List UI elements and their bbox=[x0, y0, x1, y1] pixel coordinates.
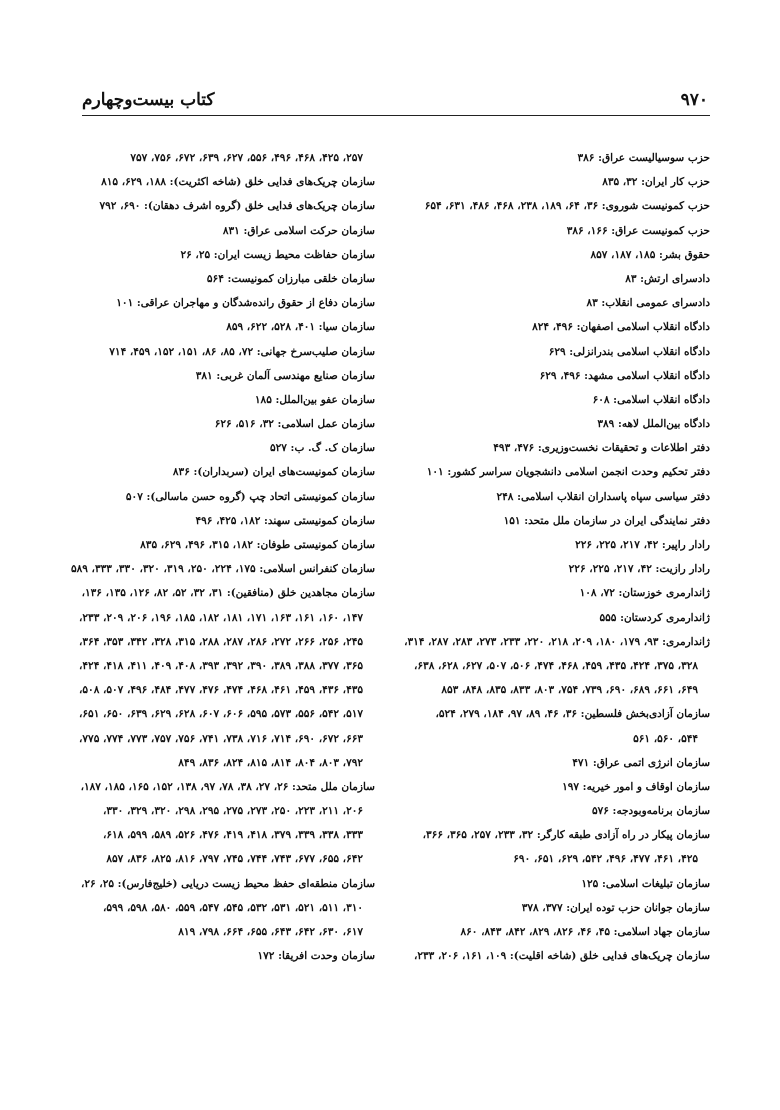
index-entry: سازمان عفو بین‌الملل: ۱۸۵ bbox=[254, 393, 375, 406]
index-entry-continuation: ۴۲۵، ۴۶۱، ۴۷۷، ۴۹۶، ۵۴۲، ۶۲۹، ۶۵۱، ۶۹۰ bbox=[513, 853, 698, 866]
index-entry: سازمان حرکت اسلامی عراق: ۸۳۱ bbox=[222, 224, 375, 237]
index-entry: سازمان تبلیغات اسلامی: ۱۲۵ bbox=[581, 877, 710, 890]
index-entry: سازمان کمونیستی سهند: ۱۸۲، ۴۲۵، ۴۹۶ bbox=[195, 514, 375, 527]
index-entry: سازمان اوقاف و امور خیریه: ۱۹۷ bbox=[562, 780, 710, 793]
index-entry: سازمان خلقی مبارزان کمونیست: ۵۶۴ bbox=[206, 272, 375, 285]
index-entry: دادگاه انقلاب اسلامی اصفهان: ۴۹۶، ۸۲۴ bbox=[532, 321, 710, 334]
index-entry: رادار رازیت: ۴۲، ۲۱۷، ۲۲۵، ۲۲۶ bbox=[568, 563, 710, 576]
index-entry-continuation: ۷۹۲، ۸۰۳، ۸۰۴، ۸۱۴، ۸۱۵، ۸۲۴، ۸۳۶، ۸۴۹ bbox=[178, 756, 363, 769]
index-entry: دادگاه بین‌الملل لاهه: ۳۸۹ bbox=[597, 418, 710, 431]
index-column-left bbox=[69, 146, 375, 968]
index-entry: سازمان منطقه‌ای حفظ محیط زیست دریایی (خلیج‌فارس): ۲۵، ۲۶، bbox=[80, 877, 375, 890]
index-entry: سازمان مجاهدین خلق (منافقین): ۳۱، ۳۲، ۵۲، ۸۲، ۱۲۶، ۱۳۵، ۱۳۶، bbox=[81, 587, 375, 600]
index-entry-continuation: ۵۱۷، ۵۴۲، ۵۵۶، ۵۷۳، ۵۹۵، ۶۰۶، ۶۰۷، ۶۲۸، ۶۲۹، ۶۳۹، ۶۵۰، ۶۵۱، bbox=[79, 708, 363, 721]
index-entry: ژاندارمری خوزستان: ۷۲، ۱۰۸ bbox=[579, 587, 710, 600]
index-entry: سازمان پیکار در راه آزادی طبقه کارگر: ۳۲، ۲۳۳، ۲۵۷، ۳۶۵، ۳۶۶، bbox=[422, 829, 710, 842]
index-entry: دفتر سیاسی سپاه پاسداران انقلاب اسلامی: ۲۴۸ bbox=[496, 490, 710, 503]
index-entry: سازمان آزادی‌بخش فلسطین: ۳۶، ۴۶، ۸۹، ۹۷، ۱۸۴، ۲۷۹، ۵۲۴، bbox=[435, 708, 710, 721]
index-entry: دادگاه انقلاب اسلامی: ۶۰۸ bbox=[592, 393, 710, 406]
index-entry: سازمان کنفرانس اسلامی: ۱۷۵، ۲۲۴، ۲۵۰، ۳۱۹، ۳۲۰، ۳۳۰، ۳۳۳، ۵۸۹ bbox=[70, 563, 375, 576]
index-entry: ژاندارمری کردستان: ۵۵۵ bbox=[599, 611, 710, 624]
index-entry-continuation: ۵۴۴، ۵۶۰، ۵۶۱ bbox=[633, 732, 698, 745]
index-entry: حزب کمونیست عراق: ۱۶۶، ۳۸۶ bbox=[566, 224, 710, 237]
index-entry: سازمان کمونیستی طوفان: ۱۸۲، ۳۱۵، ۴۹۶، ۶۲۹، ۸۳۵ bbox=[140, 539, 375, 551]
index-entry: سازمان ک. گ. ب: ۵۲۷ bbox=[269, 442, 375, 455]
index-entry: حزب سوسیالیست عراق: ۳۸۶ bbox=[577, 152, 710, 164]
index-entry: سازمان وحدت افریقا: ۱۷۲ bbox=[257, 950, 375, 963]
index-entry-continuation: ۴۳۵، ۴۳۶، ۴۵۹، ۴۶۱، ۴۶۸، ۴۷۴، ۴۷۶، ۴۷۷، ۴۸۴، ۴۹۶، ۵۰۷، ۵۰۸، bbox=[79, 684, 363, 697]
index-entry: سازمان کمونیستی اتحاد چپ (گروه حسن ماسالی): ۵۰۷ bbox=[125, 490, 375, 503]
index-entry: سازمان حفاظت محیط زیست ایران: ۲۵، ۲۶ bbox=[180, 248, 375, 261]
index-entry-continuation: ۲۴۵، ۲۵۶، ۲۶۶، ۲۷۲، ۲۸۶، ۲۸۷، ۲۸۸، ۳۱۵، ۳۲۸، ۳۴۲، ۳۵۳، ۳۶۴، bbox=[79, 635, 363, 648]
index-entry: دادگاه انقلاب اسلامی بندرانزلی: ۶۲۹ bbox=[548, 345, 710, 358]
index-entry: دادسرای عمومی انقلاب: ۸۳ bbox=[586, 297, 710, 310]
index-entry: حزب کار ایران: ۳۲، ۸۳۵ bbox=[602, 176, 710, 189]
index-entry: دادسرای ارتش: ۸۳ bbox=[625, 272, 710, 285]
index-entry: سازمان چریک‌های فدایی خلق (شاخه اقلیت): ۱۰۹، ۱۶۱، ۲۰۶، ۲۳۳، bbox=[414, 950, 710, 963]
index-entry-continuation: ۶۱۷، ۶۳۰، ۶۴۲، ۶۴۳، ۶۵۵، ۶۶۴، ۷۹۸، ۸۱۹ bbox=[178, 926, 363, 938]
index-entry-continuation: ۳۱۰، ۵۱۱، ۵۲۱، ۵۳۱، ۵۳۲، ۵۴۵، ۵۴۷، ۵۵۹، ۵۸۰، ۵۹۸، ۵۹۹، bbox=[103, 901, 363, 914]
header-rule bbox=[82, 115, 710, 116]
index-entry: سازمان صلیب‌سرخ جهانی: ۷۲، ۸۵، ۸۶، ۱۵۱، ۱۵۲، ۴۵۹، ۷۱۴ bbox=[109, 345, 375, 358]
page-number: ۹۷۰ bbox=[680, 90, 708, 110]
book-title: کتاب بیست‌وچهارم bbox=[82, 90, 215, 110]
index-entry: سازمان ملل متحد: ۲۶، ۲۷، ۳۸، ۷۸، ۹۷، ۱۳۸، ۱۵۲، ۱۶۵، ۱۸۵، ۱۸۷، bbox=[80, 780, 375, 793]
index-entry: حزب کمونیست شوروی: ۳۶، ۶۴، ۱۸۹، ۲۳۸، ۴۶۸، ۴۸۶، ۶۳۱، ۶۵۴ bbox=[424, 200, 710, 213]
index-entry: حقوق بشر: ۱۸۵، ۱۸۷، ۸۵۷ bbox=[590, 248, 710, 261]
index-column-right bbox=[404, 146, 710, 968]
index-entry-continuation: ۶۴۲، ۶۵۵، ۶۷۷، ۷۴۳، ۷۴۴، ۷۴۵، ۷۹۷، ۸۱۶، ۸۲۵، ۸۳۶، ۸۵۷ bbox=[106, 853, 363, 866]
index-entry-continuation: ۱۴۷، ۱۶۰، ۱۶۱، ۱۶۳، ۱۷۱، ۱۸۱، ۱۸۲، ۱۸۵، ۱۹۶، ۲۰۶، ۲۰۹، ۲۳۳، bbox=[79, 611, 363, 624]
index-entry-continuation: ۲۵۷، ۴۲۵، ۴۶۸، ۴۹۶، ۵۵۶، ۶۲۷، ۶۳۹، ۶۷۲، ۷۵۶، ۷۵۷ bbox=[130, 152, 363, 164]
index-entry: سازمان کمونیست‌های ایران (سربداران): ۸۳۶ bbox=[172, 466, 375, 479]
index-entry: ژاندارمری: ۹۳، ۱۷۹، ۱۸۰، ۲۰۹، ۲۱۸، ۲۲۰، ۲۳۳، ۲۷۳، ۲۸۳، ۲۸۷، ۳۱۴، bbox=[404, 635, 710, 648]
index-entry: سازمان جهاد اسلامی: ۴۵، ۴۶، ۸۲۶، ۸۲۹، ۸۴۲، ۸۴۳، ۸۶۰ bbox=[460, 926, 710, 938]
index-entry-continuation: ۲۰۶، ۲۱۱، ۲۲۳، ۲۵۰، ۲۷۳، ۲۷۵، ۲۹۵، ۲۹۸، ۳۲۰، ۳۲۹، ۳۳۰، bbox=[103, 805, 363, 818]
index-entry: دادگاه انقلاب اسلامی مشهد: ۴۹۶، ۶۲۹ bbox=[539, 369, 710, 382]
index-entry: دفتر تحکیم وحدت انجمن اسلامی دانشجویان سراسر کشور: ۱۰۱ bbox=[426, 466, 710, 479]
page-header bbox=[82, 88, 708, 118]
index-entry: سازمان دفاع از حقوق رانده‌شدگان و مهاجران عراقی: ۱۰۱ bbox=[116, 297, 375, 310]
index-entry-continuation: ۳۳۳، ۳۳۸، ۳۳۹، ۳۷۹، ۴۱۸، ۴۱۹، ۴۷۶، ۵۲۶، ۵۸۹، ۵۹۹، ۶۱۸، bbox=[103, 829, 363, 842]
index-entry: سازمان چریک‌های فدایی خلق (شاخه اکثریت): ۱۸۸، ۶۲۹، ۸۱۵ bbox=[101, 176, 375, 189]
index-entry: سازمان انرژی اتمی عراق: ۴۷۱ bbox=[572, 756, 710, 769]
index-entry-continuation: ۶۴۹، ۶۶۱، ۶۸۹، ۶۹۰، ۷۳۹، ۷۵۴، ۸۰۳، ۸۳۳، ۸۳۵، ۸۴۸، ۸۵۳ bbox=[441, 684, 698, 697]
index-entry-continuation: ۳۶۵، ۳۷۷، ۳۸۸، ۳۸۹، ۳۹۰، ۳۹۲، ۳۹۳، ۴۰۸، ۴۰۹، ۴۱۱، ۴۱۸، ۴۲۴، bbox=[79, 659, 363, 672]
index-entry: سازمان عمل اسلامی: ۳۲، ۵۱۶، ۶۲۶ bbox=[214, 418, 375, 431]
index-entry: دفتر نمایندگی ایران در سازمان ملل متحد: ۱۵۱ bbox=[503, 514, 710, 527]
index-entry: سازمان سیا: ۴۰۱، ۵۲۸، ۶۲۲، ۸۵۹ bbox=[226, 321, 375, 334]
index-entry: سازمان جوانان حزب توده ایران: ۳۷۷، ۳۷۸ bbox=[521, 901, 710, 914]
index-entry: دفتر اطلاعات و تحقیقات نخست‌وزیری: ۴۷۶، ۴۹۳ bbox=[493, 442, 710, 455]
index-entry: سازمان چریک‌های فدایی خلق (گروه اشرف دهقان): ۶۹۰، ۷۹۲ bbox=[99, 200, 375, 213]
index-entry: سازمان برنامه‌وبودجه: ۵۷۶ bbox=[591, 805, 710, 818]
index-entry-continuation: ۳۲۸، ۳۷۵، ۴۲۴، ۴۳۵، ۴۵۹، ۴۶۸، ۴۷۴، ۵۰۶، ۵۰۷، ۶۲۷، ۶۲۸، ۶۳۸، bbox=[414, 659, 698, 672]
index-entry: رادار راپیر: ۴۲، ۲۱۷، ۲۲۵، ۲۲۶ bbox=[575, 539, 710, 551]
index-entry-continuation: ۶۶۳، ۶۷۲، ۶۹۰، ۷۱۴، ۷۱۶، ۷۳۸، ۷۴۱، ۷۵۶، ۷۵۷، ۷۷۳، ۷۷۴، ۷۷۵، bbox=[79, 732, 363, 745]
index-entry: سازمان صنایع مهندسی آلمان غربی: ۳۸۱ bbox=[195, 369, 375, 382]
